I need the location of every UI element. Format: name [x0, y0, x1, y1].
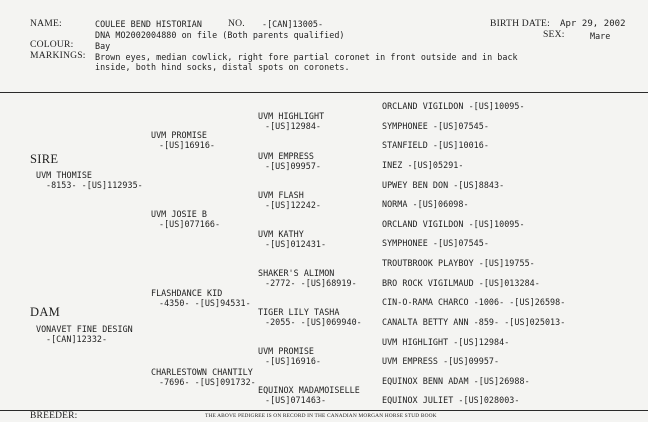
footer-rule — [0, 410, 648, 411]
sex-value: Mare — [590, 31, 611, 41]
gen4-entry: UVM EMPRESS -[US]09957- — [382, 356, 500, 366]
gen4-entry: SYMPHONEE -[US]07545- — [382, 121, 489, 131]
dam-name: VONAVET FINE DESIGN — [36, 324, 133, 334]
horse-name: COULEE BEND HISTORIAN — [95, 19, 202, 29]
gen4-entry: ORCLAND VIGILDON -[US]10095- — [382, 219, 525, 229]
gen4-entry: TROUTBROOK PLAYBOY -[US]19755- — [382, 258, 535, 268]
gen4-entry: CANALTA BETTY ANN -859- -[US]025013- — [382, 317, 566, 327]
gen3-registration: -[US]09957- — [265, 161, 322, 171]
gen3-name: UVM HIGHLIGHT — [258, 111, 325, 121]
gen4-entry: EQUINOX BENN ADAM -[US]26988- — [382, 376, 530, 386]
gen3-name: UVM PROMISE — [258, 346, 315, 356]
gen4-entry: SYMPHONEE -[US]07545- — [382, 238, 489, 248]
stud-book-note: THE ABOVE PEDIGREE IS ON RECORD IN THE CANADIAN MORGAN HORSE STUD BOOK — [205, 413, 437, 419]
markings-line-1: Brown eyes, median cowlick, right fore partial coronet in front outside and in back — [95, 52, 518, 62]
birth-date: Apr 29, 2002 — [560, 19, 626, 29]
gen4-entry: EQUINOX JULIET -[US]028003- — [382, 395, 520, 405]
gen4-entry: UPWEY BEN DON -[US]8843- — [382, 180, 505, 190]
sire-label: SIRE — [30, 152, 59, 166]
colour-value: Bay — [95, 41, 111, 51]
birth-date-label: BIRTH DATE: — [490, 18, 550, 29]
gen3-registration: -[US]16916- — [265, 356, 322, 366]
dam-label: DAM — [30, 305, 61, 319]
gen3-registration: -2772- -[US]68919- — [265, 278, 357, 288]
breeder-label: BREEDER: — [30, 411, 78, 421]
gen4-entry: CIN-O-RAMA CHARCO -1006- -[US]26598- — [382, 297, 566, 307]
gen2-registration: -7696- -[US]091732- — [159, 377, 256, 387]
gen3-name: SHAKER'S ALIMON — [258, 268, 335, 278]
gen4-entry: STANFIELD -[US]10016- — [382, 140, 489, 150]
markings-label: MARKINGS: — [30, 50, 86, 61]
gen4-entry: ORCLAND VIGILDON -[US]10095- — [382, 101, 525, 111]
gen3-registration: -[US]12242- — [265, 200, 322, 210]
gen4-entry: INEZ -[US]05291- — [382, 160, 464, 170]
gen4-entry: NORMA -[US]06098- — [382, 199, 469, 209]
name-label: NAME: — [30, 18, 62, 29]
gen2-registration: -[US]077166- — [159, 219, 221, 229]
sire-name: UVM THOMISE — [36, 170, 93, 180]
header-rule — [0, 92, 648, 93]
gen2-name: CHARLESTOWN CHANTILY — [151, 367, 253, 377]
registration-number: -[CAN]13005- — [262, 19, 324, 29]
gen3-name: EQUINOX MADAMOISELLE — [258, 385, 360, 395]
gen2-name: UVM JOSIE B — [151, 209, 208, 219]
gen2-registration: -4350- -[US]94531- — [159, 298, 251, 308]
gen3-registration: -[US]12984- — [265, 121, 322, 131]
gen3-registration: -[US]012431- — [265, 239, 327, 249]
gen3-registration: -2055- -[US]069940- — [265, 317, 362, 327]
gen3-name: UVM KATHY — [258, 229, 304, 239]
sire-registration: -8153- -[US]112935- — [46, 180, 143, 190]
sex-label: SEX: — [543, 29, 565, 40]
dna-info: DNA MO2002004880 on file (Both parents qualified) — [95, 30, 345, 40]
gen4-entry: UVM HIGHLIGHT -[US]12984- — [382, 337, 510, 347]
gen4-entry: BRO ROCK VIGILMAUD -[US]013284- — [382, 278, 540, 288]
number-label: NO. — [228, 18, 245, 29]
dam-registration: -[CAN]12332- — [46, 334, 108, 344]
gen3-name: UVM EMPRESS — [258, 151, 315, 161]
gen3-name: UVM FLASH — [258, 190, 304, 200]
markings-line-2: inside, both hind socks, distal spots on coronets. — [95, 62, 350, 72]
gen2-name: UVM PROMISE — [151, 130, 208, 140]
gen3-name: TIGER LILY TASHA — [258, 307, 340, 317]
colour-label: COLOUR: — [30, 39, 74, 50]
gen2-name: FLASHDANCE KID — [151, 288, 223, 298]
gen2-registration: -[US]16916- — [159, 140, 216, 150]
gen3-registration: -[US]071463- — [265, 395, 327, 405]
